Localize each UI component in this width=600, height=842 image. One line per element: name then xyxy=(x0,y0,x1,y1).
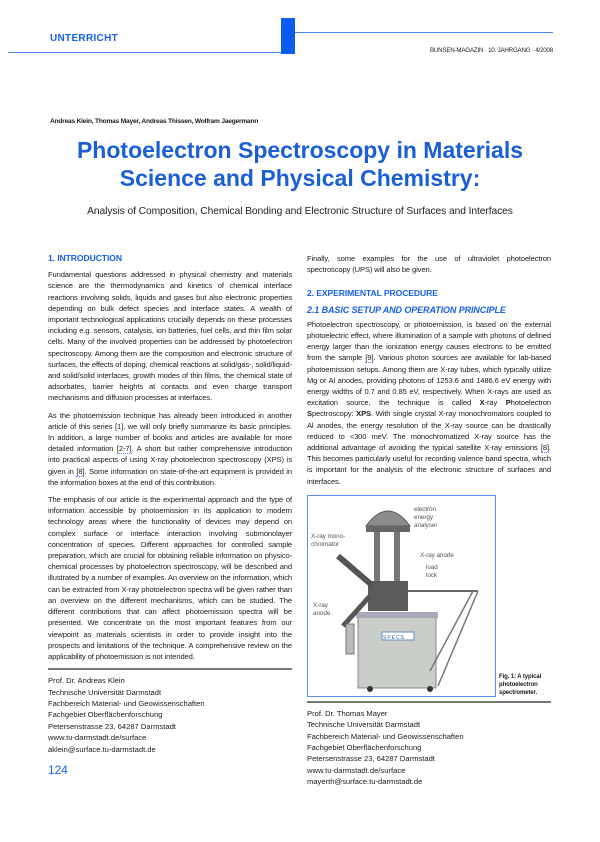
figure-spectrometer xyxy=(307,495,496,697)
paragraph xyxy=(48,410,292,488)
journal-issue: BUNSEN-MAGAZIN · 10. JAHRGANG · 4/2008 xyxy=(429,47,553,54)
address-line: Fachbereich Material- und Geowissenschaften xyxy=(307,731,464,741)
email-link[interactable]: mayerth@surface.tu-darmstadt.de xyxy=(307,777,423,787)
article-subtitle: Analysis of Composition, Chemical Bonding and Electronic Structure of Surfaces and Interfaces xyxy=(87,206,513,217)
text: pectroscopy: xyxy=(311,409,357,419)
address-klein xyxy=(48,675,292,755)
right-column xyxy=(307,253,551,788)
paragraph xyxy=(307,319,551,487)
label-load-lock: load lock xyxy=(426,563,438,579)
address-line: Fachgebiet Oberflächenforschung xyxy=(307,743,422,753)
text: P xyxy=(505,398,511,408)
title-line-1: Photoelectron Spectroscopy in Materials xyxy=(76,137,524,163)
label-anode-top: X-ray anode xyxy=(420,551,454,559)
heading-experimental: 2. EXPERIMENTAL PROCEDURE xyxy=(307,288,438,299)
header-rule-right xyxy=(295,32,553,33)
text: . This becomes particularly useful for recording valence band spectra, which is important for the analysis of the electronic structure of surfaces and interfaces. xyxy=(307,443,551,486)
article-title xyxy=(0,136,600,192)
authors: Andreas Klein, Thomas Mayer, Andreas Thissen, Wolfram Jaegermann xyxy=(50,118,259,125)
brand-label: SPECS xyxy=(383,634,405,641)
address-line: Technische Universität Darmstadt xyxy=(307,720,421,730)
paragraph: The emphasis of our article is the experimental approach and the type of information accessible by photoemission in its application to modern technology areas where the functionality of devices may depend on complex surface or interface interaction involving submonolayer concentration of species. Different approaches for controlled sample preparation, which are crucial for obtaining reliable information on physico-chemical processes by photoelectron spectroscopy, will be described and illustrated by a number of examples. An overview on the information, which can be extracted from X-ray photoelectron spectra will be given rather than an overview on the different mechanisms, which can be studied. The different contributions that can affect photoemission spectra will be presented. We concentrate on the most important features from our viewpoint as materials scientists in order to provide insight into the prospects and limitations of the technique. A comprehensive review on the applicability of photoemission is not intended. xyxy=(48,495,292,661)
website-link[interactable]: www.tu-darmstadt.de/surface xyxy=(307,765,406,775)
email-link[interactable]: aklein@surface.tu-darmstadt.de xyxy=(48,744,156,754)
reference-link[interactable]: [9] xyxy=(365,353,374,363)
paragraph: Fundamental questions addressed in physical chemistry and materials science are the thermodynamics and kinetics of chemical interface reactions involving solids, liquids and gases but also electronic properties depending on bulk defect species and interface states. A wealth of important technological applications crucially depends on these processes including e.g. sensors, catalysis, ion batteries, fuel cells, and thin film solar cells. Many of the involved properties can be addressed by photoelectron spectroscopy. Among them are the composition and electronic structure of surfaces, the effects of doping, chemical reactions at solid/gas-, solid/liquid- and solid/solid interfaces, growth modes of thin films, the chemical state of adsorbates, barrier heights at contacts and even charge transport mechanisms and diffusion processes at interfaces. xyxy=(48,270,292,403)
text: . Various photon sources are available for lab-based photoemission setups. Among them are X-ray tubes, which typically utilize Mg or Al anodes, providing photons of 1253.6 and 1486.6 eV energy with energy widths of 0.7 and 0.85 eV, respectively. When X-rays are used as excitation source, the technique is called xyxy=(307,353,552,408)
address-line: Technische Universität Darmstadt xyxy=(48,687,162,697)
spectrometer-image xyxy=(308,496,495,696)
website-link[interactable]: www.tu-darmstadt.de/surface xyxy=(48,733,147,743)
text: . A short but rather comprehensive introduction into practical aspects of using X-ray photoelectron spectroscopy (XPS) is given in xyxy=(48,444,292,476)
header-rule-left xyxy=(8,52,282,53)
text: As the photoemission technique has already been introduced in another article of this series [1], we will only briefly summarize its basic principles. In addition, a large number of books and articles are available for more detailed information xyxy=(48,410,292,454)
label-monochromator: X-ray mono-chromator xyxy=(311,532,346,548)
section-label: UNTERRICHT xyxy=(50,33,118,44)
label-anode-left: X-ray anode xyxy=(313,601,331,617)
divider xyxy=(307,701,551,703)
address-line: Prof. Dr. Thomas Mayer xyxy=(307,708,388,718)
text: X xyxy=(479,398,485,408)
page-number: 124 xyxy=(48,762,68,777)
text: hotoelectron xyxy=(510,398,551,408)
title-line-2: Science and Physical Chemistry: xyxy=(119,165,481,191)
heading-introduction: 1. INTRODUCTION xyxy=(48,253,122,263)
reference-link[interactable]: [8] xyxy=(540,443,549,453)
header-accent-block xyxy=(281,18,295,54)
text: . With single crystal X-ray monochromators coupled to Al anodes, the energy resolution of the X-ray source can be drastically reduced to <300 meV. The monochromatized X-ray source has the additional advantage of avoiding the typical satellite X-ray emissions xyxy=(307,409,551,453)
divider xyxy=(48,668,292,670)
text: XPS xyxy=(356,409,371,419)
text: S xyxy=(307,409,312,419)
reference-link[interactable]: [8] xyxy=(76,466,85,476)
figure-caption: Fig. 1: A typical photoelectron spectrometer. xyxy=(499,673,542,696)
figure-row xyxy=(307,495,559,697)
text: Photoelectron spectroscopy, or photoemission, is based on the external photoelectric effect, where illumination of a sample with photons of defined energy larger than the ionization energy causes electrons to be emitted from the sample xyxy=(307,319,551,363)
address-line: Prof. Dr. Andreas Klein xyxy=(48,676,125,686)
text: -ray xyxy=(484,398,506,408)
reference-link[interactable]: [2-7] xyxy=(116,444,132,454)
subheading-setup: 2.1 BASIC SETUP AND OPERATION PRINCIPLE xyxy=(307,304,506,315)
address-line: Petersenstrasse 23, 64287 Darmstadt xyxy=(48,721,176,731)
label-analyser: electron energy analyser xyxy=(414,505,438,529)
address-mayer xyxy=(307,708,551,788)
left-column xyxy=(48,253,292,777)
text: . Some information on state-of-the-art equipment is provided in the information boxes at the end of this contribution. xyxy=(48,466,292,487)
address-line: Fachgebiet Oberflächenforschung xyxy=(48,710,163,720)
paragraph: Finally, some examples for the use of ultraviolet photoelectron spectroscopy (UPS) will also be given. xyxy=(307,254,551,275)
address-line: Fachbereich Material- und Geowissenschaften xyxy=(48,698,205,708)
address-line: Petersenstrasse 23, 64287 Darmstadt xyxy=(307,754,435,764)
